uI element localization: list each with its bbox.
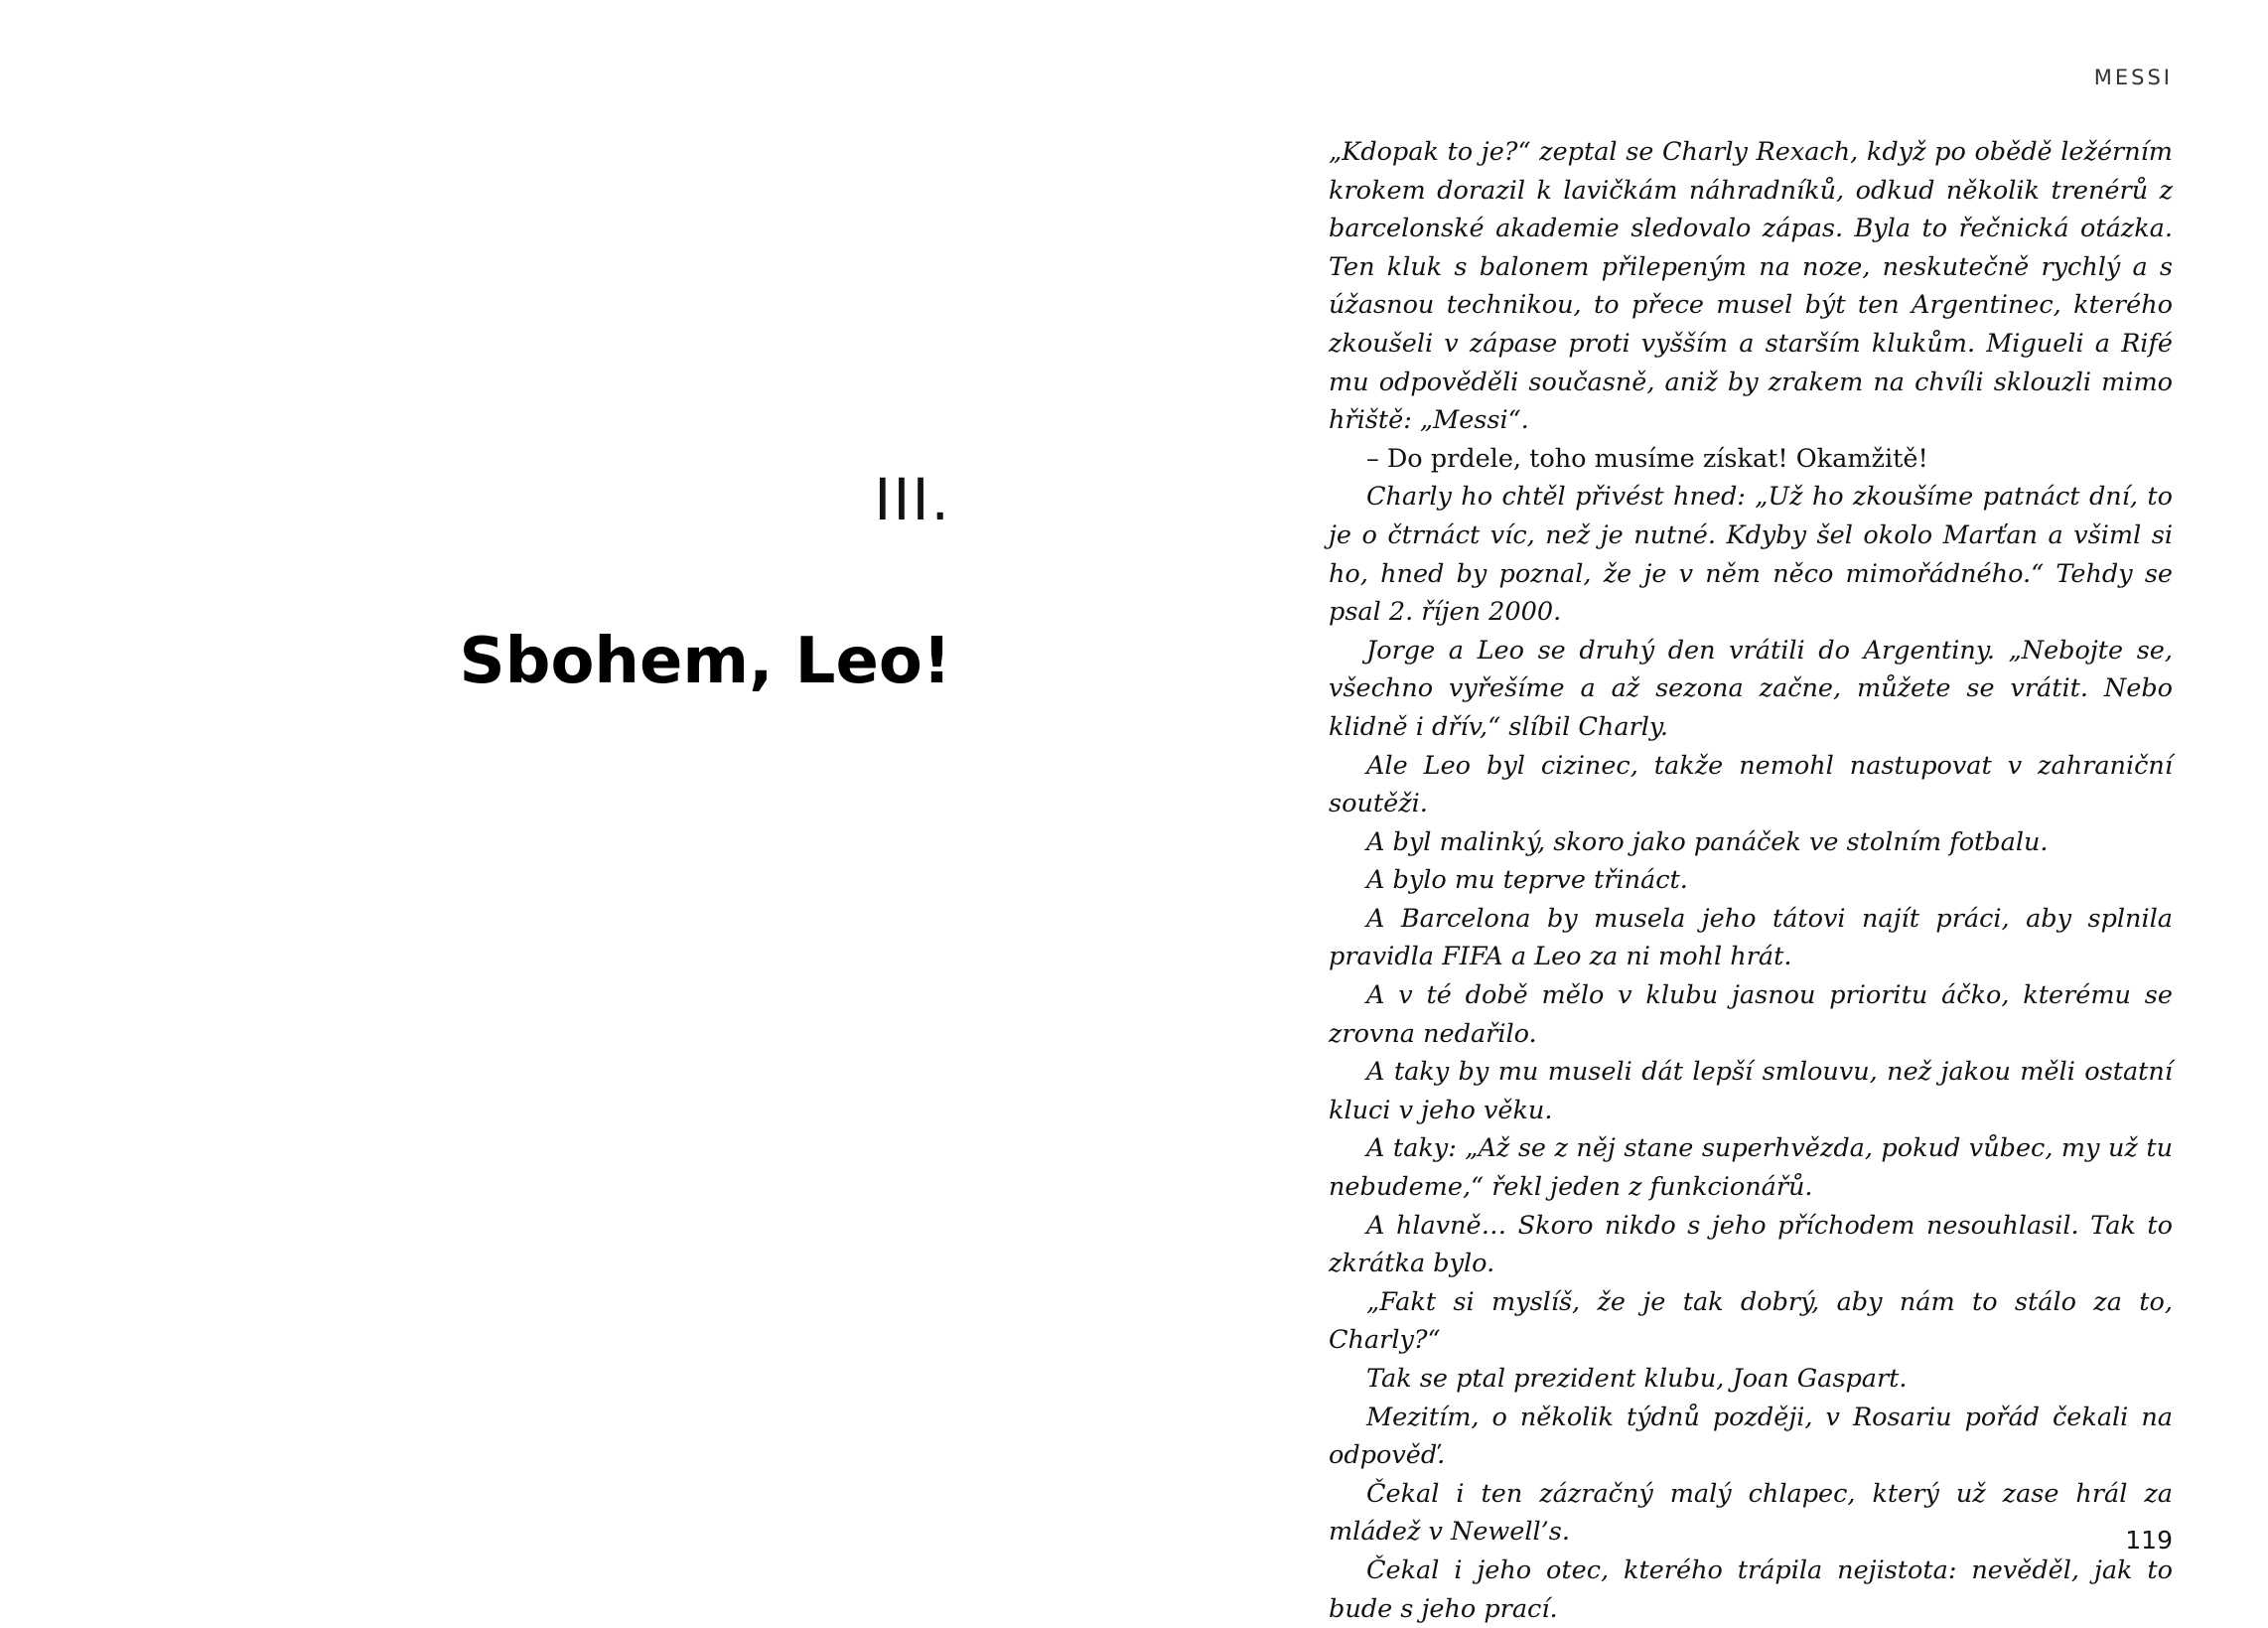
left-page xyxy=(0,0,1134,1604)
paragraph: A taky by mu museli dát lepší smlouvu, než jakou měli ostatní kluci v jeho věku. xyxy=(1329,1057,2173,1125)
chapter-title: Sbohem, Leo! xyxy=(459,625,951,698)
paragraph: „Kdopak to je?“ zeptal se Charly Rexach, když po obědě ležérním krokem dorazil k lavičkám náhradníků, odkud několik trenérů z barcelonské akademie sledovalo zápas. Byla to řečnická otázka. Ten kluk s balonem přilepeným na noze, neskutečně rychlý a s úžasnou technikou, to přece musel být ten Argentinec, kterého zkoušeli v zápase proti vyšším a starším klukům. Migueli a Rifé mu odpověděli současně, aniž by zrakem na chvíli sklouzli mimo hřiště: „Messi“. xyxy=(1329,137,2173,436)
paragraph: Tak se ptal prezident klubu, Joan Gaspart. xyxy=(1366,1364,1908,1394)
right-page xyxy=(1134,0,2268,1624)
paragraph: – Do prdele, toho musíme získat! Okamžitě! xyxy=(1366,443,1928,474)
paragraph: A taky: „Až se z něj stane superhvězda, pokud vůbec, my už tu nebudeme,“ řekl jeden z funkcionářů. xyxy=(1329,1133,2173,1203)
paragraph: Čekal i jeho otec, kterého trápila nejistota: nevěděl, jak to bude s jeho prací. xyxy=(1329,1554,2173,1624)
running-head: MESSI xyxy=(2093,66,2173,89)
paragraph: Čekal i ten zázračný malý chlapec, který už zase hrál za mládež v Newell’s. xyxy=(1329,1478,2173,1548)
paragraph: Ale Leo byl cizinec, takže nemohl nastupovat v zahraniční soutěži. xyxy=(1329,750,2173,819)
paragraph: Charly ho chtěl přivést hned: „Už ho zkoušíme patnáct dní, to je o čtrnáct víc, než je nutné. Kdyby šel okolo Marťan a všiml si ho, hned by poznal, že je v něm něco mimořádného.“ Tehdy se psal 2. říjen 2000. xyxy=(1329,482,2173,628)
paragraph: A hlavně… Skoro nikdo s jeho příchodem nesouhlasil. Tak to zkrátka bylo. xyxy=(1329,1210,2173,1279)
page-number: 119 xyxy=(2125,1526,2173,1554)
paragraph: Jorge a Leo se druhý den vrátili do Argentiny. „Nebojte se, všechno vyřešíme a až sezona začne, můžete se vrátit. Nebo klidně i dřív,“ slíbil Charly. xyxy=(1329,635,2173,742)
paragraph: A Barcelona by musela jeho tátovi najít práci, aby splnila pravidla FIFA a Leo za ni mohl hrát. xyxy=(1329,903,2173,972)
paragraph: A v té době mělo v klubu jasnou prioritu áčko, kterému se zrovna nedařilo. xyxy=(1329,980,2173,1049)
paragraph: Mezitím, o několik týdnů později, v Rosariu pořád čekali na odpověď. xyxy=(1329,1402,2173,1471)
chapter-number: III. xyxy=(874,466,951,533)
paragraph: A byl malinký, skoro jako panáček ve stolním fotbalu. xyxy=(1366,826,2049,857)
paragraph: „Fakt si myslíš, že je tak dobrý, aby nám to stálo za to, Charly?“ xyxy=(1329,1286,2173,1356)
paragraph: A bylo mu teprve třináct. xyxy=(1366,865,1688,896)
body-text xyxy=(1329,133,2173,1628)
